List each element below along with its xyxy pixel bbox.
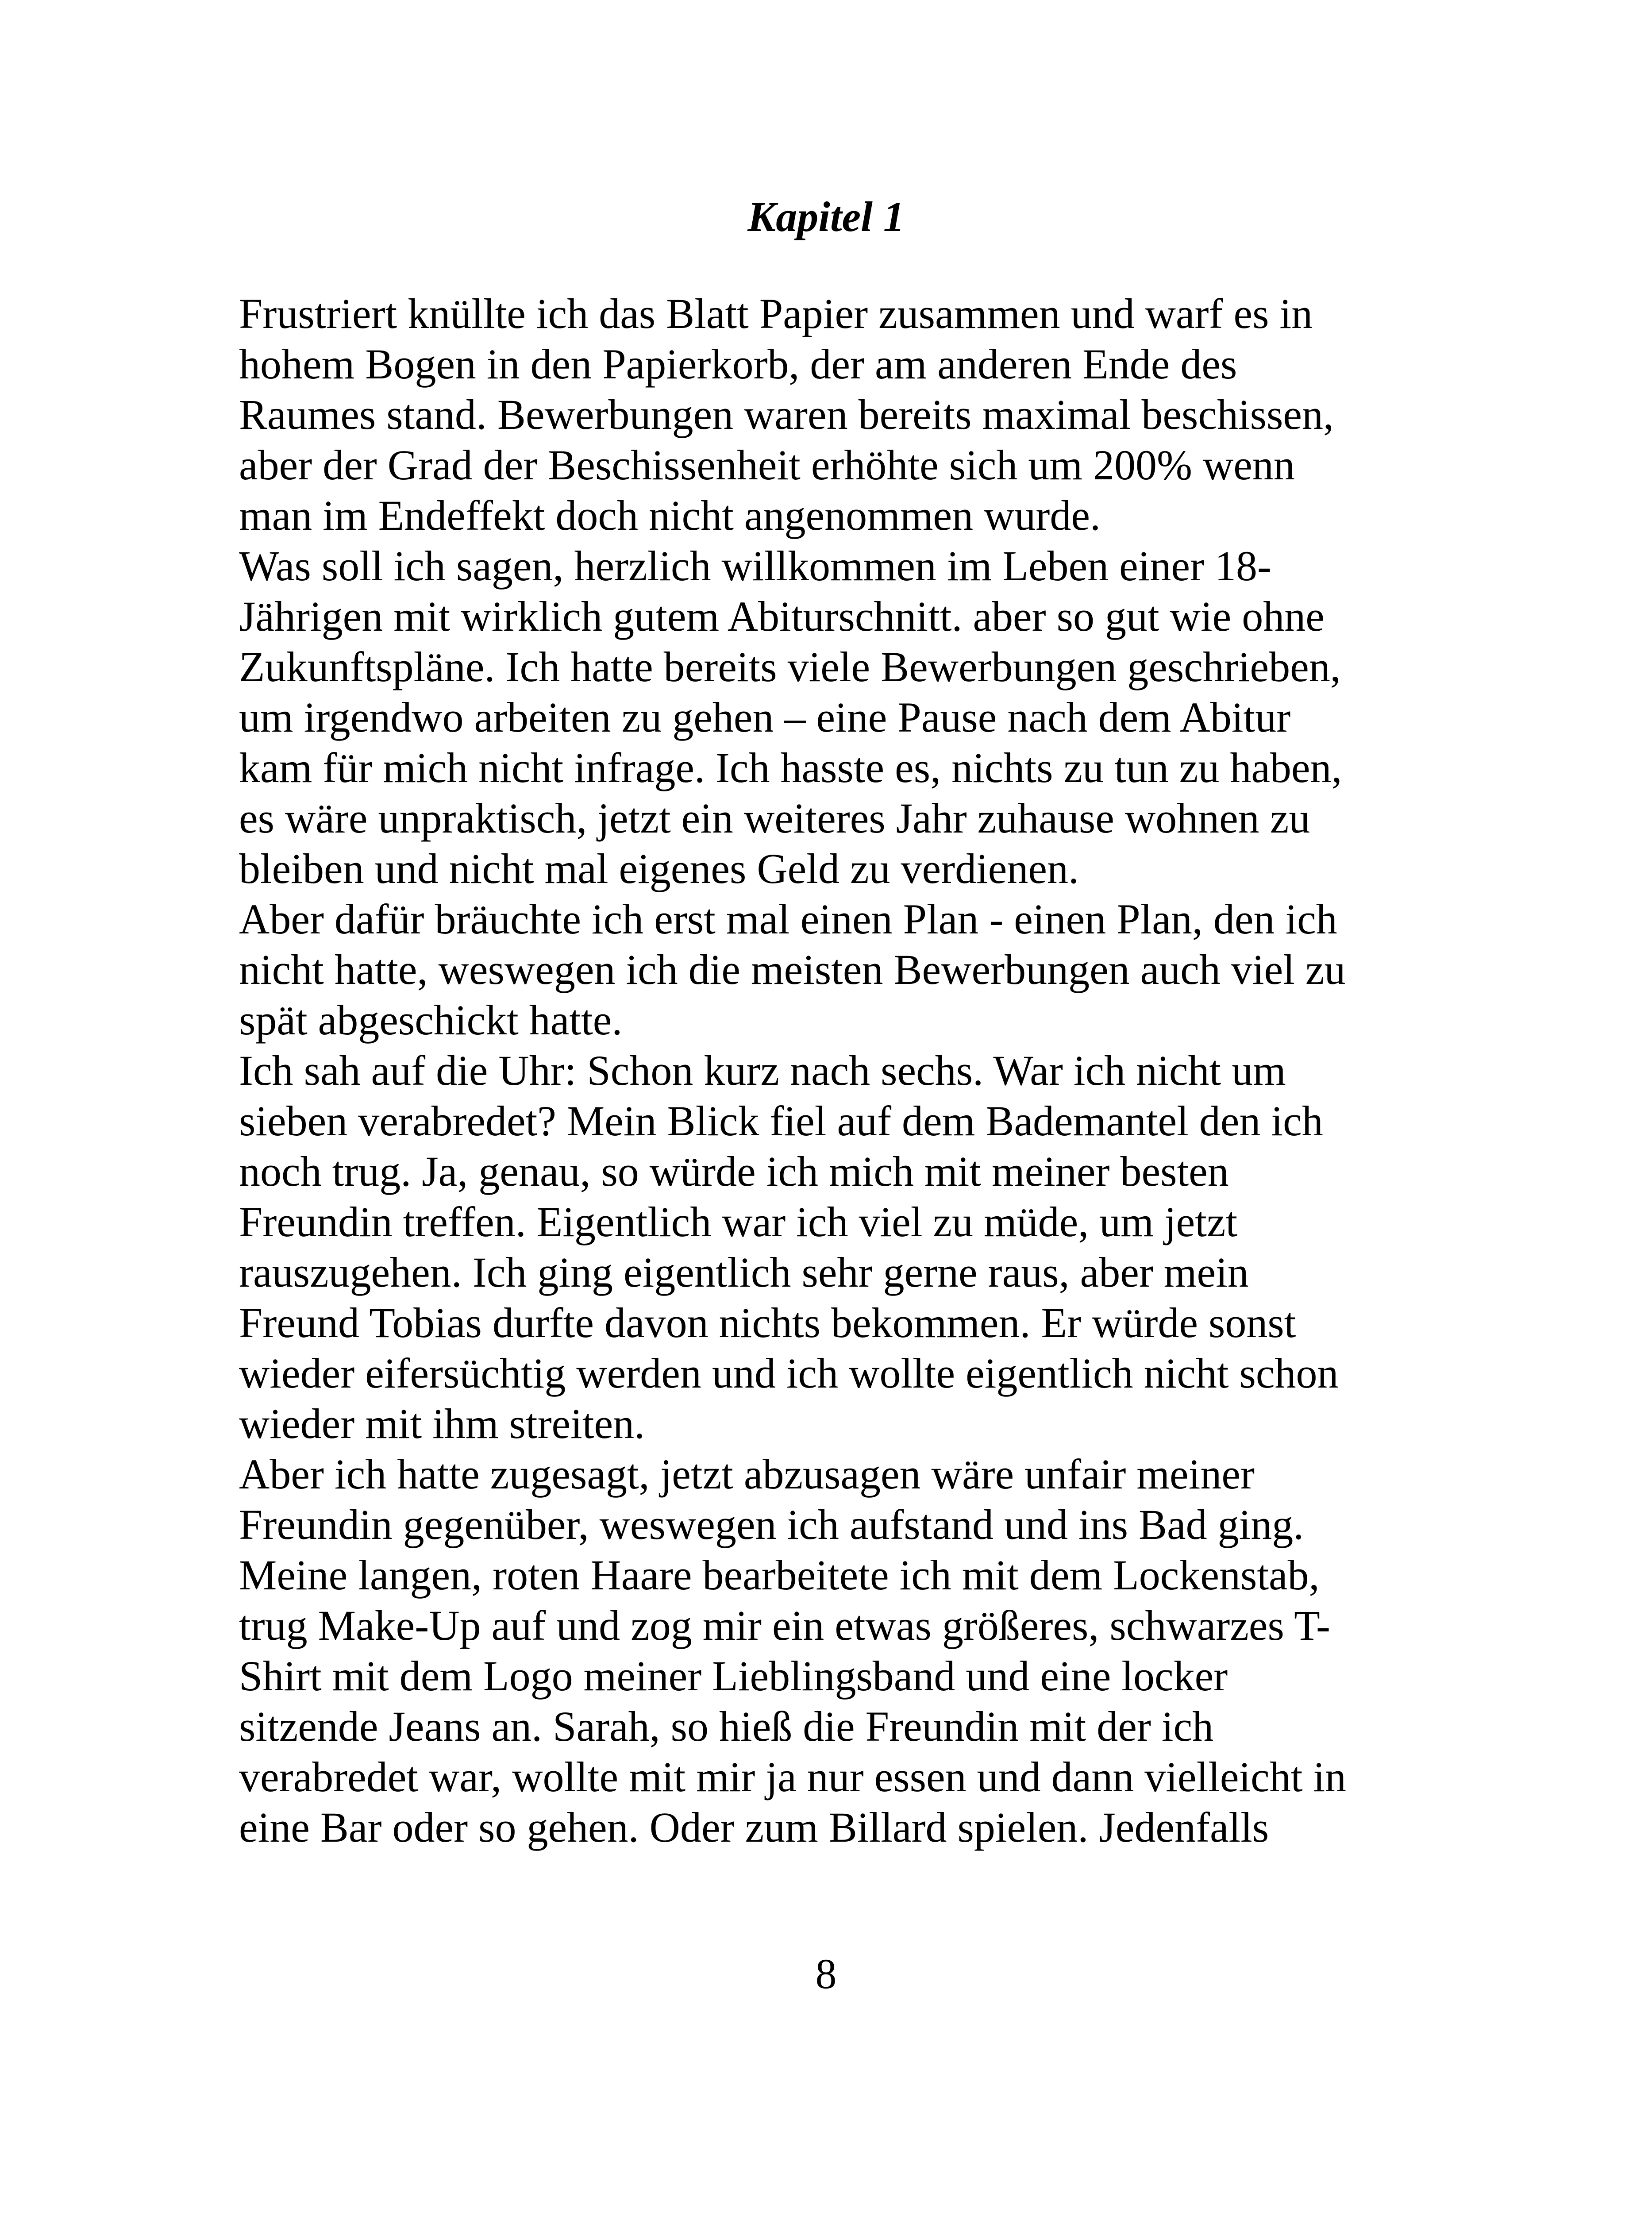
text-line: Ich sah auf die Uhr: Schon kurz nach sechs. War ich nicht um <box>239 1047 1286 1094</box>
text-line: Jährigen mit wirklich gutem Abiturschnitt. aber so gut wie ohne <box>239 593 1325 640</box>
text-line: kam für mich nicht infrage. Ich hasste es, nichts zu tun zu haben, <box>239 744 1342 791</box>
text-line: hohem Bogen in den Papierkorb, der am anderen Ende des <box>239 340 1237 388</box>
text-line: sitzende Jeans an. Sarah, so hieß die Freundin mit der ich <box>239 1703 1214 1750</box>
text-line: eine Bar oder so gehen. Oder zum Billard spielen. Jedenfalls <box>239 1804 1269 1851</box>
text-line: um irgendwo arbeiten zu gehen – eine Pause nach dem Abitur <box>239 694 1291 741</box>
text-line: sieben verabredet? Mein Blick fiel auf dem Bademantel den ich <box>239 1097 1323 1145</box>
text-line: wieder mit ihm streiten. <box>239 1400 645 1447</box>
text-line: Freund Tobias durfte davon nichts bekommen. Er würde sonst <box>239 1299 1296 1346</box>
text-line: Shirt mit dem Logo meiner Lieblingsband und eine locker <box>239 1652 1228 1700</box>
text-line: wieder eifersüchtig werden und ich wollte eigentlich nicht schon <box>239 1349 1339 1397</box>
text-line: bleiben und nicht mal eigenes Geld zu verdienen. <box>239 845 1079 892</box>
text-line: Zukunftspläne. Ich hatte bereits viele Bewerbungen geschrieben, <box>239 643 1341 690</box>
text-line: Meine langen, roten Haare bearbeitete ich mit dem Lockenstab, <box>239 1551 1320 1599</box>
text-line: nicht hatte, weswegen ich die meisten Bewerbungen auch viel zu <box>239 946 1346 993</box>
text-line: Freundin gegenüber, weswegen ich aufstand und ins Bad ging. <box>239 1501 1304 1548</box>
body-text <box>239 289 1443 1853</box>
page-number: 8 <box>815 1950 837 1997</box>
text-line: Aber dafür bräuchte ich erst mal einen Plan - einen Plan, den ich <box>239 895 1337 943</box>
chapter-title: Kapitel 1 <box>747 193 905 240</box>
text-line: Freundin treffen. Eigentlich war ich viel zu müde, um jetzt <box>239 1198 1238 1245</box>
text-line: Aber ich hatte zugesagt, jetzt abzusagen wäre unfair meiner <box>239 1450 1255 1498</box>
text-line: aber der Grad der Beschissenheit erhöhte sich um 200% wenn <box>239 441 1295 489</box>
text-line: trug Make-Up auf und zog mir ein etwas größeres, schwarzes T- <box>239 1602 1330 1649</box>
text-line: Frustriert knüllte ich das Blatt Papier zusammen und warf es in <box>239 290 1313 337</box>
text-line: Raumes stand. Bewerbungen waren bereits maximal beschissen, <box>239 391 1334 438</box>
text-line: rauszugehen. Ich ging eigentlich sehr gerne raus, aber mein <box>239 1249 1249 1296</box>
text-line: verabredet war, wollte mit mir ja nur essen und dann vielleicht in <box>239 1753 1347 1800</box>
text-line: es wäre unpraktisch, jetzt ein weiteres Jahr zuhause wohnen zu <box>239 794 1310 842</box>
text-line: noch trug. Ja, genau, so würde ich mich mit meiner besten <box>239 1148 1229 1195</box>
text-line: spät abgeschickt hatte. <box>239 996 623 1044</box>
text-line: man im Endeffekt doch nicht angenommen wurde. <box>239 492 1101 539</box>
text-line: Was soll ich sagen, herzlich willkommen im Leben einer 18- <box>239 542 1271 590</box>
